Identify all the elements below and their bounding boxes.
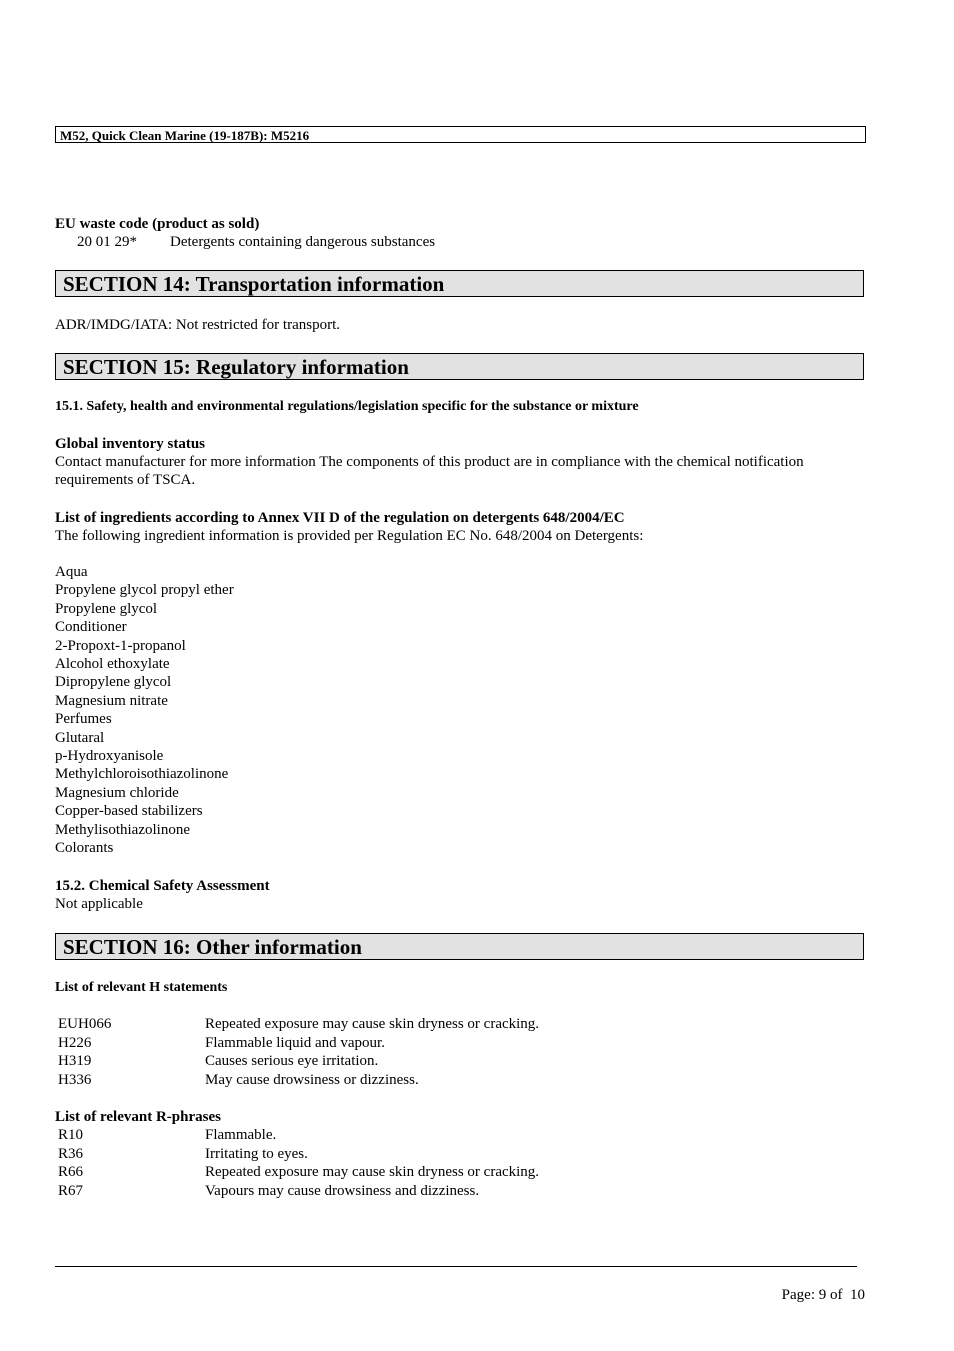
h-statement-text: May cause drowsiness or dizziness. — [205, 1071, 419, 1088]
r-phrase-code: R10 — [58, 1127, 84, 1143]
r-phrase-code: R67 — [58, 1182, 84, 1199]
r-phrase-row — [58, 1126, 658, 1145]
ingredients-list — [55, 563, 234, 858]
h-statements-table — [58, 1015, 658, 1089]
r-phrase-text: Irritating to eyes. — [205, 1145, 308, 1162]
r-phrase-text: Vapours may cause drowsiness and dizziness. — [205, 1182, 480, 1199]
subsection-15-2-heading: 15.2. Chemical Safety Assessment — [55, 878, 270, 894]
section-14-title: SECTION 14: Transportation information — [55, 270, 864, 297]
section-16-title: SECTION 16: Other information — [55, 933, 864, 960]
ingredient-item: p-Hydroxyanisole — [55, 748, 164, 765]
transport-text: ADR/IMDG/IATA: Not restricted for transport. — [55, 317, 340, 333]
r-phrase-row — [58, 1163, 658, 1182]
r-phrase-code: R66 — [58, 1164, 84, 1180]
r-phrase-row — [58, 1182, 658, 1201]
ingredient-item: Colorants — [55, 840, 114, 857]
waste-code-description: Detergents containing dangerous substances — [170, 234, 436, 250]
ingredients-intro: The following ingredient information is provided per Regulation EC No. 648/2004 on Detergents: — [55, 528, 644, 544]
ingredient-item: Alcohol ethoxylate — [55, 656, 170, 673]
ingredient-item: Propylene glycol — [55, 600, 158, 617]
h-statement-text: Causes serious eye irritation. — [205, 1053, 379, 1069]
subsection-15-2-text: Not applicable — [55, 896, 143, 912]
ingredient-item: Conditioner — [55, 619, 127, 636]
ingredients-heading: List of ingredients according to Annex VII D of the regulation on detergents 648/2004/EC — [55, 510, 625, 526]
waste-code-heading: EU waste code (product as sold) — [55, 216, 260, 232]
page-number: Page: 9 of 10 — [781, 1287, 865, 1303]
ingredient-item: Dipropylene glycol — [55, 674, 172, 691]
h-statements-heading: List of relevant H statements — [55, 980, 228, 995]
subsection-15-1-heading: 15.1. Safety, health and environmental regulations/legislation specific for the substance or mixture — [55, 399, 639, 414]
r-phrases-heading: List of relevant R-phrases — [55, 1109, 221, 1125]
ingredient-item: Glutaral — [55, 729, 105, 746]
r-phrase-row — [58, 1145, 658, 1164]
h-statement-code: H319 — [58, 1053, 92, 1069]
h-statement-row — [58, 1071, 658, 1090]
r-phrase-code: R36 — [58, 1145, 84, 1162]
ingredient-item: Methylchloroisothiazolinone — [55, 766, 229, 783]
h-statement-code: H336 — [58, 1071, 92, 1088]
ingredient-item: Magnesium chloride — [55, 784, 179, 801]
h-statement-row — [58, 1015, 658, 1034]
r-phrase-text: Repeated exposure may cause skin dryness or cracking. — [205, 1164, 540, 1180]
ingredient-item: Aqua — [55, 564, 88, 580]
waste-code: 20 01 29* — [77, 234, 137, 250]
h-statement-code: H226 — [58, 1034, 92, 1051]
inventory-heading: Global inventory status — [55, 436, 206, 452]
inventory-text-line-1: Contact manufacturer for more information The components of this product are in compliance with the chemical notification — [55, 454, 804, 470]
ingredient-item: 2-Propoxt-1-propanol — [55, 637, 186, 654]
h-statement-text: Flammable liquid and vapour. — [205, 1034, 385, 1051]
r-phrase-text: Flammable. — [205, 1127, 277, 1143]
footer-divider — [55, 1266, 857, 1267]
section-15-title: SECTION 15: Regulatory information — [55, 353, 864, 380]
ingredient-item: Propylene glycol propyl ether — [55, 582, 234, 599]
ingredient-item: Perfumes — [55, 711, 112, 728]
h-statement-row — [58, 1052, 658, 1071]
ingredient-item: Copper-based stabilizers — [55, 803, 203, 820]
ingredient-item: Magnesium nitrate — [55, 692, 168, 709]
h-statement-text: Repeated exposure may cause skin dryness or cracking. — [205, 1016, 540, 1032]
h-statement-code: EUH066 — [58, 1016, 112, 1032]
r-phrases-table — [58, 1126, 658, 1200]
document-header: M52, Quick Clean Marine (19-187B): M5216 — [55, 126, 866, 143]
ingredient-item: Methylisothiazolinone — [55, 821, 190, 838]
h-statement-row — [58, 1034, 658, 1053]
inventory-text-line-2: requirements of TSCA. — [55, 472, 196, 488]
